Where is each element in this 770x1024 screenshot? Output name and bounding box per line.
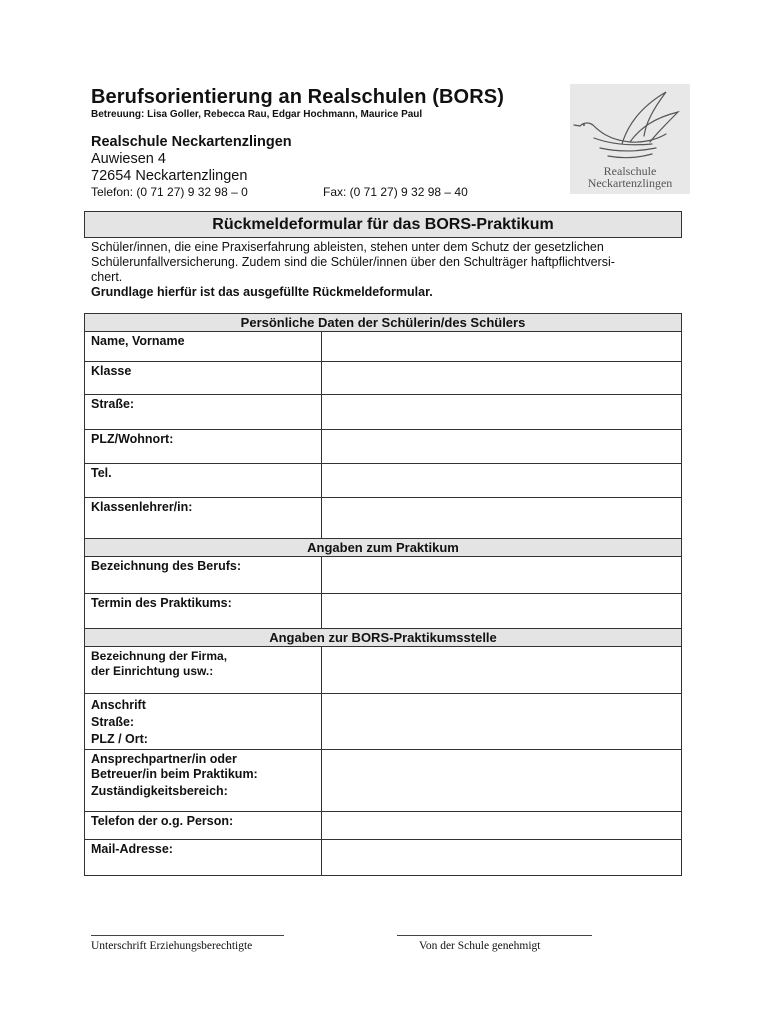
- logo-text-line2: Neckartenzlingen: [587, 176, 673, 190]
- intro-line: Schüler/innen, die eine Praxiserfahrung ableisten, stehen unter dem Schutz der gesetzlichen: [91, 240, 604, 254]
- anschrift-input-cell[interactable]: [321, 694, 681, 750]
- school-name: Realschule Neckartenzlingen: [91, 134, 292, 150]
- school-logo: [570, 84, 690, 194]
- signature-line-school[interactable]: [397, 935, 592, 936]
- field-label-line: Betreuer/in beim Praktikum:: [91, 767, 258, 781]
- section-header-personal: [85, 314, 682, 332]
- field-label: Bezeichnung des Berufs:: [85, 557, 322, 594]
- form-row-klassenlehrer: [85, 498, 682, 539]
- form-row-beruf: [85, 557, 682, 594]
- form-row-firma: [85, 647, 682, 694]
- form-row-ansprechpartner: [85, 750, 682, 812]
- signature-line-parent[interactable]: [91, 935, 284, 936]
- section-header-company: [85, 629, 682, 647]
- logo-text-line1: Realschule: [603, 164, 657, 178]
- strasse-input-cell[interactable]: [321, 395, 681, 430]
- field-label: [85, 647, 322, 694]
- field-label-line: PLZ / Ort:: [91, 732, 148, 746]
- swan-logo-icon: [570, 84, 690, 164]
- plz-wohnort-input-cell[interactable]: [321, 430, 681, 464]
- field-label: [85, 694, 322, 750]
- field-label: Name, Vorname: [85, 332, 322, 362]
- school-fax: Fax: (0 71 27) 9 32 98 – 40: [323, 185, 468, 199]
- form-row-mail: [85, 840, 682, 876]
- signature-label-school: Von der Schule genehmigt: [419, 940, 541, 952]
- form-row-tel: [85, 464, 682, 498]
- name-input-cell[interactable]: [321, 332, 681, 362]
- form-row-strasse: [85, 395, 682, 430]
- feedback-form-table: [84, 313, 682, 876]
- section-heading: Angaben zur BORS-Praktikumsstelle: [85, 629, 682, 647]
- mail-input-cell[interactable]: [321, 840, 681, 876]
- termin-input-cell[interactable]: [321, 594, 681, 629]
- ansprechpartner-input-cell[interactable]: [321, 750, 681, 812]
- field-label: Telefon der o.g. Person:: [85, 812, 322, 840]
- field-label: Klasse: [85, 362, 322, 395]
- telefon-person-input-cell[interactable]: [321, 812, 681, 840]
- form-row-name: [85, 332, 682, 362]
- intro-line: chert.: [91, 270, 123, 284]
- field-label-line: Anschrift: [91, 698, 146, 712]
- field-label-line: Bezeichnung der Firma,: [91, 649, 228, 663]
- form-row-klasse: [85, 362, 682, 395]
- school-phone: Telefon: (0 71 27) 9 32 98 – 0: [91, 185, 248, 199]
- intro-bold-line: Grundlage hierfür ist das ausgefüllte Rückmeldeformular.: [91, 285, 433, 299]
- beruf-input-cell[interactable]: [321, 557, 681, 594]
- form-title: Rückmeldeformular für das BORS-Praktikum: [84, 211, 682, 238]
- address-street: Auwiesen 4: [91, 151, 166, 167]
- address-city: 72654 Neckartenzlingen: [91, 168, 248, 184]
- section-heading: Persönliche Daten der Schülerin/des Schülers: [85, 314, 682, 332]
- field-label: Straße:: [85, 395, 322, 430]
- field-label: Termin des Praktikums:: [85, 594, 322, 629]
- field-label: [85, 750, 322, 812]
- section-header-internship: [85, 539, 682, 557]
- firma-input-cell[interactable]: [321, 647, 681, 694]
- form-row-anschrift: [85, 694, 682, 750]
- field-label-line: Straße:: [91, 715, 135, 729]
- form-row-termin: [85, 594, 682, 629]
- field-label: Tel.: [85, 464, 322, 498]
- tel-input-cell[interactable]: [321, 464, 681, 498]
- form-row-telefon-person: [85, 812, 682, 840]
- supervisors-line: Betreuung: Lisa Goller, Rebecca Rau, Edgar Hochmann, Maurice Paul: [91, 109, 423, 120]
- klassenlehrer-input-cell[interactable]: [321, 498, 681, 539]
- form-row-plz: [85, 430, 682, 464]
- field-label-line: der Einrichtung usw.:: [91, 664, 214, 678]
- field-label-line: Ansprechpartner/in oder: [91, 752, 237, 766]
- field-label: PLZ/Wohnort:: [85, 430, 322, 464]
- intro-text: [91, 240, 681, 300]
- intro-line: Schülerunfallversicherung. Zudem sind die Schüler/innen über den Schulträger haftpflichtversi-: [91, 255, 615, 269]
- signature-label-parent: Unterschrift Erziehungsberechtigte: [91, 940, 253, 952]
- klasse-input-cell[interactable]: [321, 362, 681, 395]
- field-label-line: Zuständigkeitsbereich:: [91, 784, 228, 798]
- field-label: Mail-Adresse:: [85, 840, 322, 876]
- page-title: Berufsorientierung an Realschulen (BORS): [91, 86, 504, 108]
- field-label: Klassenlehrer/in:: [85, 498, 322, 539]
- section-heading: Angaben zum Praktikum: [85, 539, 682, 557]
